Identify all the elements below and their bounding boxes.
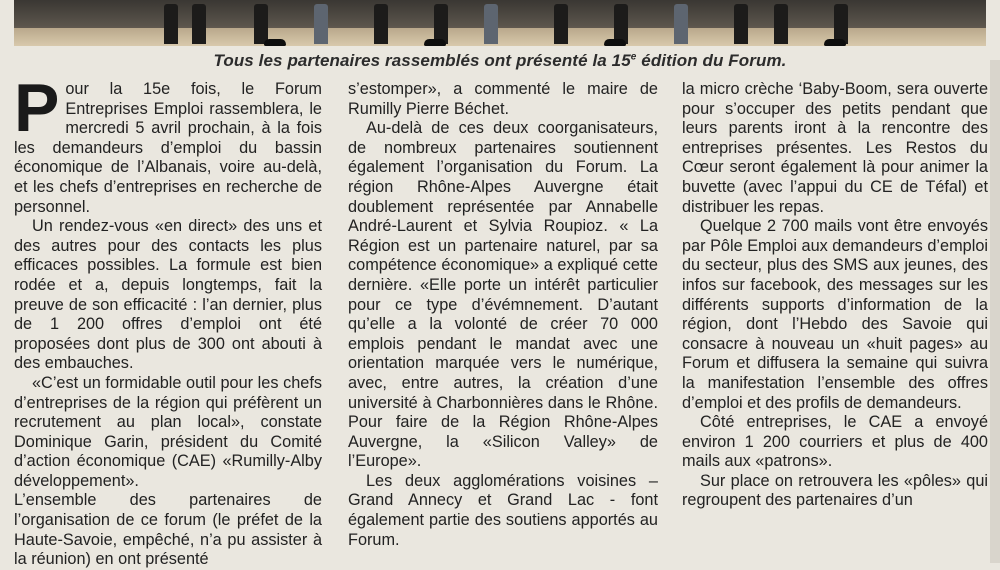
photo-shoe xyxy=(264,39,286,46)
photo-figure xyxy=(554,4,568,44)
photo-figure xyxy=(192,4,206,44)
paragraph: s’estomper», a commenté le maire de Rumilly Pierre Béchet. xyxy=(348,80,658,118)
paragraph: L’ensemble des partenaires de l’organisation de ce forum (le préfet de la Haute-Savoie, empêché, n’a pu assister à la réunion) en ont présenté xyxy=(14,491,322,569)
article-column-3 xyxy=(682,80,988,511)
photo-caption xyxy=(0,51,1000,71)
adjacent-page-edge xyxy=(990,60,1000,563)
paragraph: la micro crèche ‘Baby-Boom, sera ouverte pour s’occuper des petits pendant que leurs parents iront à la rencontre des entreprises présentes. Les Restos du Cœur seront également là pour animer la buvette (avec l’appui du CE de Téfal) et distribuer les repas. xyxy=(682,80,988,216)
photo-figure xyxy=(374,4,388,44)
paragraph: Quelque 2 700 mails vont être envoyés par Pôle Emploi aux demandeurs d’emploi du secteur, plus des SMS aux jeunes, des infos sur facebook, des messages sur les différents supports d’information de la région, dont l’Hebdo des Savoie qui consacre à nouveau un «huit pages» au Forum et diffusera la semaine qui suivra la manifestation l’ensemble des offres d’emploi et des profils de demandeurs. xyxy=(682,217,988,412)
drop-cap: P xyxy=(14,70,60,146)
photo-shoe xyxy=(604,39,626,46)
group-photo xyxy=(14,0,986,46)
photo-figure xyxy=(614,4,628,44)
paragraph: Au-delà de ces deux coorganisateurs, de nombreux partenaires soutiennent également l’organisation du Forum. La région Rhône-Alpes Auvergne était doublement représentée par Annabelle André-Laurent et Sylvia Roupioz. « La Région est un partenaire naturel, par sa compétence économique» a expliqué cette dernière. «Elle porte un intérêt particulier pour ce type d’évémnement. D’autant qu’elle a la volonté de créer 70 000 emplois pendant le mandat avec une orientation marquée vers le numérique, avec, entre autres, la création d’une université à Charbonnières dans le Rhône. Pour faire de la Région Rhône-Alpes Auvergne, la «Silicon Valley» de l’Europe». xyxy=(348,119,658,471)
paragraph: Côté entreprises, le CAE a envoyé environ 1 200 courriers et plus de 400 mails aux «patrons». xyxy=(682,413,988,471)
caption-text-end: édition du Forum. xyxy=(636,51,787,70)
article-column-2 xyxy=(348,80,658,550)
paragraph: Sur place on retrouvera les «pôles» qui regroupent des partenaires d’un xyxy=(682,471,988,510)
caption-text-start: Tous les partenaires rassemblés ont présenté la 15 xyxy=(213,51,631,70)
photo-shoe xyxy=(424,39,446,46)
paragraph: Les deux agglomérations voisines – Grand Annecy et Grand Lac - font également partie des soutiens apportés au Forum. xyxy=(348,471,658,549)
caption-superscript: e xyxy=(630,51,637,63)
photo-figure xyxy=(484,4,498,44)
photo-figure xyxy=(434,4,448,44)
article-column-1 xyxy=(14,70,322,570)
photo-figure xyxy=(164,4,178,44)
photo-figure xyxy=(774,4,788,44)
photo-figure xyxy=(834,4,848,44)
paragraph: «C’est un formidable outil pour les chefs d’entreprises de la région qui préfèrent un recrutement au plan local», constate Dominique Garin, président du Comité d’action économique (CAE) «Rumilly-Alby développement». xyxy=(14,373,322,490)
paragraph: our la 15e fois, le Forum Entreprises Emploi rassemblera, le mercredi 5 avril prochain, à la fois les demandeurs d’emploi du bassin économique de l’Albanais, voire au-delà, et les chefs d’entreprises en recherche de personnel. xyxy=(14,80,322,216)
photo-shoe xyxy=(824,39,846,46)
photo-figure xyxy=(674,4,688,44)
photo-figure xyxy=(734,4,748,44)
photo-figure xyxy=(254,4,268,44)
photo-figure xyxy=(314,4,328,44)
paragraph: Un rendez-vous «en direct» des uns et des autres pour des contacts les plus efficaces possibles. La formule est bien rodée et a, depuis longtemps, fait la preuve de son efficacité : l’an dernier, plus de 1 200 offres d’emploi ont été proposées dont plus de 300 ont abouti à des embauches. xyxy=(14,217,322,373)
